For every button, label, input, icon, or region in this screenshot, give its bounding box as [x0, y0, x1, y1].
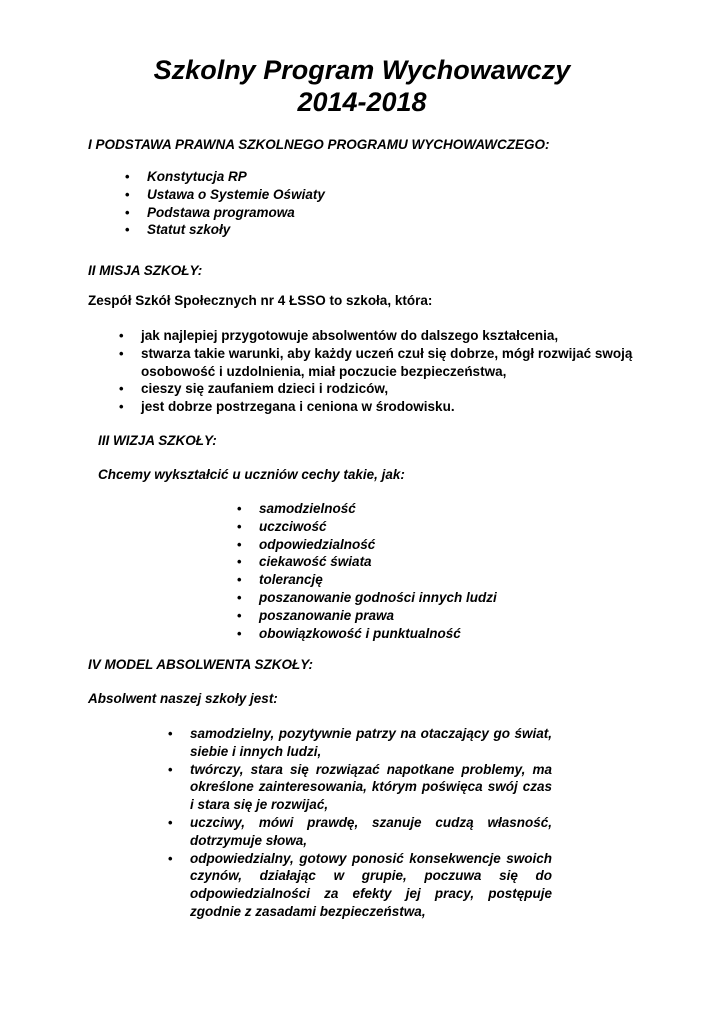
bullet-icon: • — [125, 204, 130, 220]
list-item: • cieszy się zaufaniem dzieci i rodziców, — [119, 381, 389, 397]
list-item: • uczciwość — [237, 518, 327, 534]
document-years: 2014-2018 — [297, 87, 427, 117]
bullet-icon: • — [119, 328, 124, 343]
bullet-icon: • — [237, 501, 242, 516]
bullet-icon: • — [119, 399, 124, 415]
vision-traits-list — [237, 500, 559, 642]
vision-intro: Chcemy wykształcić u uczniów cechy takie, jak: — [98, 467, 405, 482]
bullet-icon: • — [119, 381, 124, 397]
bullet-icon: • — [168, 814, 173, 830]
list-item: • odpowiedzialność — [237, 536, 376, 552]
bullet-icon: • — [125, 186, 130, 202]
list-item: • Statut szkoły — [125, 222, 231, 238]
list-item: • Ustawa o Systemie Oświaty — [125, 186, 325, 202]
bullet-icon: • — [237, 536, 242, 552]
list-item: • ciekawość świata — [237, 554, 372, 570]
bullet-icon: • — [237, 572, 242, 588]
bullet-icon: • — [168, 850, 173, 866]
bullet-icon: • — [168, 761, 173, 777]
list-item: • twórczy, stara się rozwiązać napotkane problemy, ma określone zainteresowania, którym poświęca swój czas i stara się je rozwijać, — [168, 761, 552, 813]
list-item: • obowiązkowość i punktualność — [237, 625, 461, 641]
section-heading-graduate-model: IV MODEL ABSOLWENTA SZKOŁY: — [88, 657, 314, 672]
list-item: • Podstawa programowa — [125, 204, 295, 220]
list-item: • jest dobrze postrzegana i ceniona w środowisku. — [119, 399, 455, 415]
section-heading-legal-basis: I PODSTAWA PRAWNA SZKOLNEGO PROGRAMU WYCHOWAWCZEGO: — [88, 137, 550, 152]
list-item: • odpowiedzialny, gotowy ponosić konsekwencje swoich czynów, działając w grupie, poczuwa się do odpowiedzialności za efekty jej pracy, postępuje zgodnie z zasadami bezpieczeństwa, — [168, 850, 552, 919]
list-item: • jak najlepiej przygotowuje absolwentów do dalszego kształcenia, — [119, 328, 559, 343]
list-item: • tolerancję — [237, 572, 323, 588]
graduate-traits-list — [168, 725, 552, 921]
mission-list — [119, 327, 651, 416]
mission-intro: Zespół Szkół Społecznych nr 4 ŁSSO to szkoła, która: — [88, 293, 433, 308]
bullet-icon: • — [125, 222, 130, 238]
bullet-icon: • — [237, 589, 242, 605]
list-item: • Konstytucja RP — [125, 169, 247, 184]
bullet-icon: • — [237, 625, 242, 641]
section-heading-mission: II MISJA SZKOŁY: — [88, 263, 203, 278]
bullet-icon: • — [237, 554, 242, 570]
graduate-intro: Absolwent naszej szkoły jest: — [88, 691, 278, 706]
list-item: • samodzielny, pozytywnie patrzy na otaczający go świat, siebie i innych ludzi, — [168, 726, 552, 759]
legal-basis-list — [125, 168, 447, 239]
bullet-icon: • — [119, 345, 124, 361]
bullet-icon: • — [237, 518, 242, 534]
section-heading-vision: III WIZJA SZKOŁY: — [98, 433, 217, 448]
bullet-icon: • — [125, 169, 130, 184]
list-item: • stwarza takie warunki, aby każdy uczeń czuł się dobrze, mógł rozwijać swoją osobowość i uzdolnienia, miał poczucie bezpieczeństwa, — [119, 345, 633, 379]
list-item: • poszanowanie prawa — [237, 607, 395, 623]
list-item: • samodzielność — [237, 501, 356, 516]
bullet-icon: • — [168, 726, 173, 741]
list-item: • uczciwy, mówi prawdę, szanuje cudzą własność, dotrzymuje słowa, — [168, 814, 552, 848]
document-title: Szkolny Program Wychowawczy — [153, 55, 571, 85]
list-item: • poszanowanie godności innych ludzi — [237, 589, 497, 605]
bullet-icon: • — [237, 607, 242, 623]
